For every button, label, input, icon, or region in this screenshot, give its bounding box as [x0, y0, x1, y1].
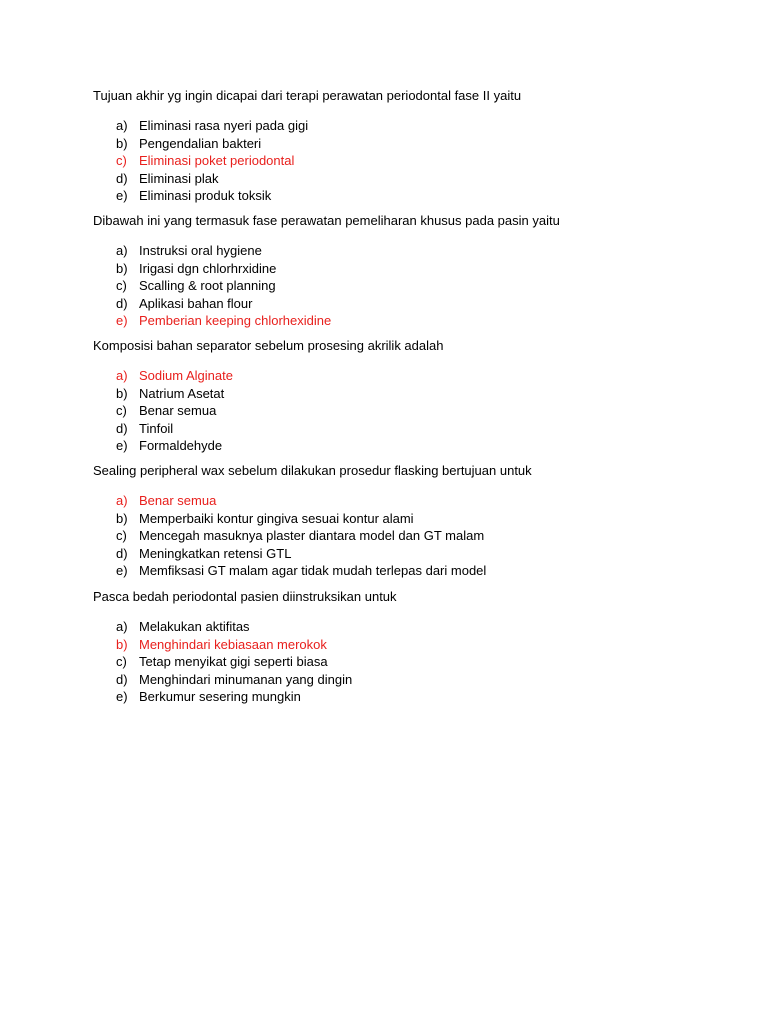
question-text: Tujuan akhir yg ingin dicapai dari terapi perawatan periodontal fase II yaitu [93, 88, 522, 103]
option-item [93, 562, 733, 580]
question-1 [93, 87, 733, 205]
option-item [93, 117, 733, 135]
option-letter: b) [116, 510, 128, 526]
option-item [93, 242, 733, 260]
option-text: Eliminasi plak [139, 170, 219, 186]
option-letter: b) [116, 636, 128, 652]
option-letter: d) [116, 295, 128, 311]
option-letter: a) [116, 619, 128, 634]
option-item [93, 420, 733, 438]
option-item [93, 545, 733, 563]
option-text: Eliminasi produk toksik [139, 188, 272, 204]
option-text: Meningkatkan retensi GTL [139, 545, 292, 561]
option-item [93, 385, 733, 403]
question-5 [93, 588, 733, 706]
option-item [93, 688, 733, 706]
option-letter: d) [116, 671, 128, 687]
option-item [93, 277, 733, 295]
option-letter: e) [116, 689, 128, 705]
option-text: Eliminasi rasa nyeri pada gigi [139, 118, 309, 133]
option-item [93, 260, 733, 278]
option-letter: a) [116, 243, 128, 258]
option-text: Scalling & root planning [139, 278, 276, 294]
option-letter: c) [116, 278, 127, 294]
option-list [93, 492, 733, 580]
option-letter: d) [116, 420, 128, 436]
option-item-correct [93, 152, 733, 170]
option-letter: b) [116, 135, 128, 151]
option-item [93, 618, 733, 636]
option-item [93, 135, 733, 153]
option-item [93, 653, 733, 671]
option-text: Menghindari kebiasaan merokok [139, 636, 327, 652]
option-letter: b) [116, 385, 128, 401]
option-item [93, 170, 733, 188]
option-item-correct [93, 492, 733, 510]
option-letter: d) [116, 545, 128, 561]
option-letter: a) [116, 118, 128, 133]
option-text: Formaldehyde [139, 438, 223, 454]
option-letter: e) [116, 438, 128, 454]
option-list [93, 117, 733, 205]
option-item [93, 295, 733, 313]
option-text: Natrium Asetat [139, 385, 225, 401]
option-text: Benar semua [139, 493, 217, 508]
option-letter: a) [116, 368, 128, 383]
option-text: Menghindari minumanan yang dingin [139, 671, 353, 687]
option-text: Pemberian keeping chlorhexidine [139, 313, 332, 329]
option-text: Irigasi dgn chlorhrxidine [139, 260, 277, 276]
option-item [93, 671, 733, 689]
question-4 [93, 462, 733, 580]
option-text: Mencegah masuknya plaster diantara model dan GT malam [139, 528, 485, 544]
option-item-correct [93, 312, 733, 330]
question-text: Komposisi bahan separator sebelum prosesing akrilik adalah [93, 338, 444, 353]
option-item-correct [93, 636, 733, 654]
option-letter: d) [116, 170, 128, 186]
option-text: Berkumur sesering mungkin [139, 689, 301, 705]
option-letter: c) [116, 654, 127, 670]
option-item [93, 437, 733, 455]
option-list [93, 242, 733, 330]
question-text: Sealing peripheral wax sebelum dilakukan prosedur flasking bertujuan untuk [93, 463, 532, 478]
option-item-correct [93, 367, 733, 385]
option-text: Pengendalian bakteri [139, 135, 262, 151]
option-letter: c) [116, 153, 127, 169]
question-3 [93, 337, 733, 455]
option-item [93, 187, 733, 205]
option-item [93, 402, 733, 420]
option-text: Eliminasi poket periodontal [139, 153, 295, 169]
option-text: Memperbaiki kontur gingiva sesuai kontur alami [139, 510, 414, 526]
option-list [93, 367, 733, 455]
question-text: Dibawah ini yang termasuk fase perawatan pemeliharan khusus pada pasin yaitu [93, 213, 560, 228]
option-text: Memfiksasi GT malam agar tidak mudah terlepas dari model [139, 563, 487, 579]
option-text: Tinfoil [139, 420, 174, 436]
option-item [93, 510, 733, 528]
option-letter: e) [116, 188, 128, 204]
option-text: Aplikasi bahan flour [139, 295, 253, 311]
option-letter: e) [116, 563, 128, 579]
option-text: Tetap menyikat gigi seperti biasa [139, 654, 328, 670]
option-letter: c) [116, 403, 127, 419]
option-text: Instruksi oral hygiene [139, 243, 262, 258]
option-letter: e) [116, 313, 128, 329]
question-text: Pasca bedah periodontal pasien diinstruksikan untuk [93, 589, 397, 604]
option-list [93, 618, 733, 706]
option-text: Melakukan aktifitas [139, 619, 250, 634]
option-letter: b) [116, 260, 128, 276]
option-letter: a) [116, 493, 128, 508]
option-text: Benar semua [139, 403, 217, 419]
option-item [93, 527, 733, 545]
option-letter: c) [116, 528, 127, 544]
question-2 [93, 212, 733, 330]
option-text: Sodium Alginate [139, 368, 233, 383]
